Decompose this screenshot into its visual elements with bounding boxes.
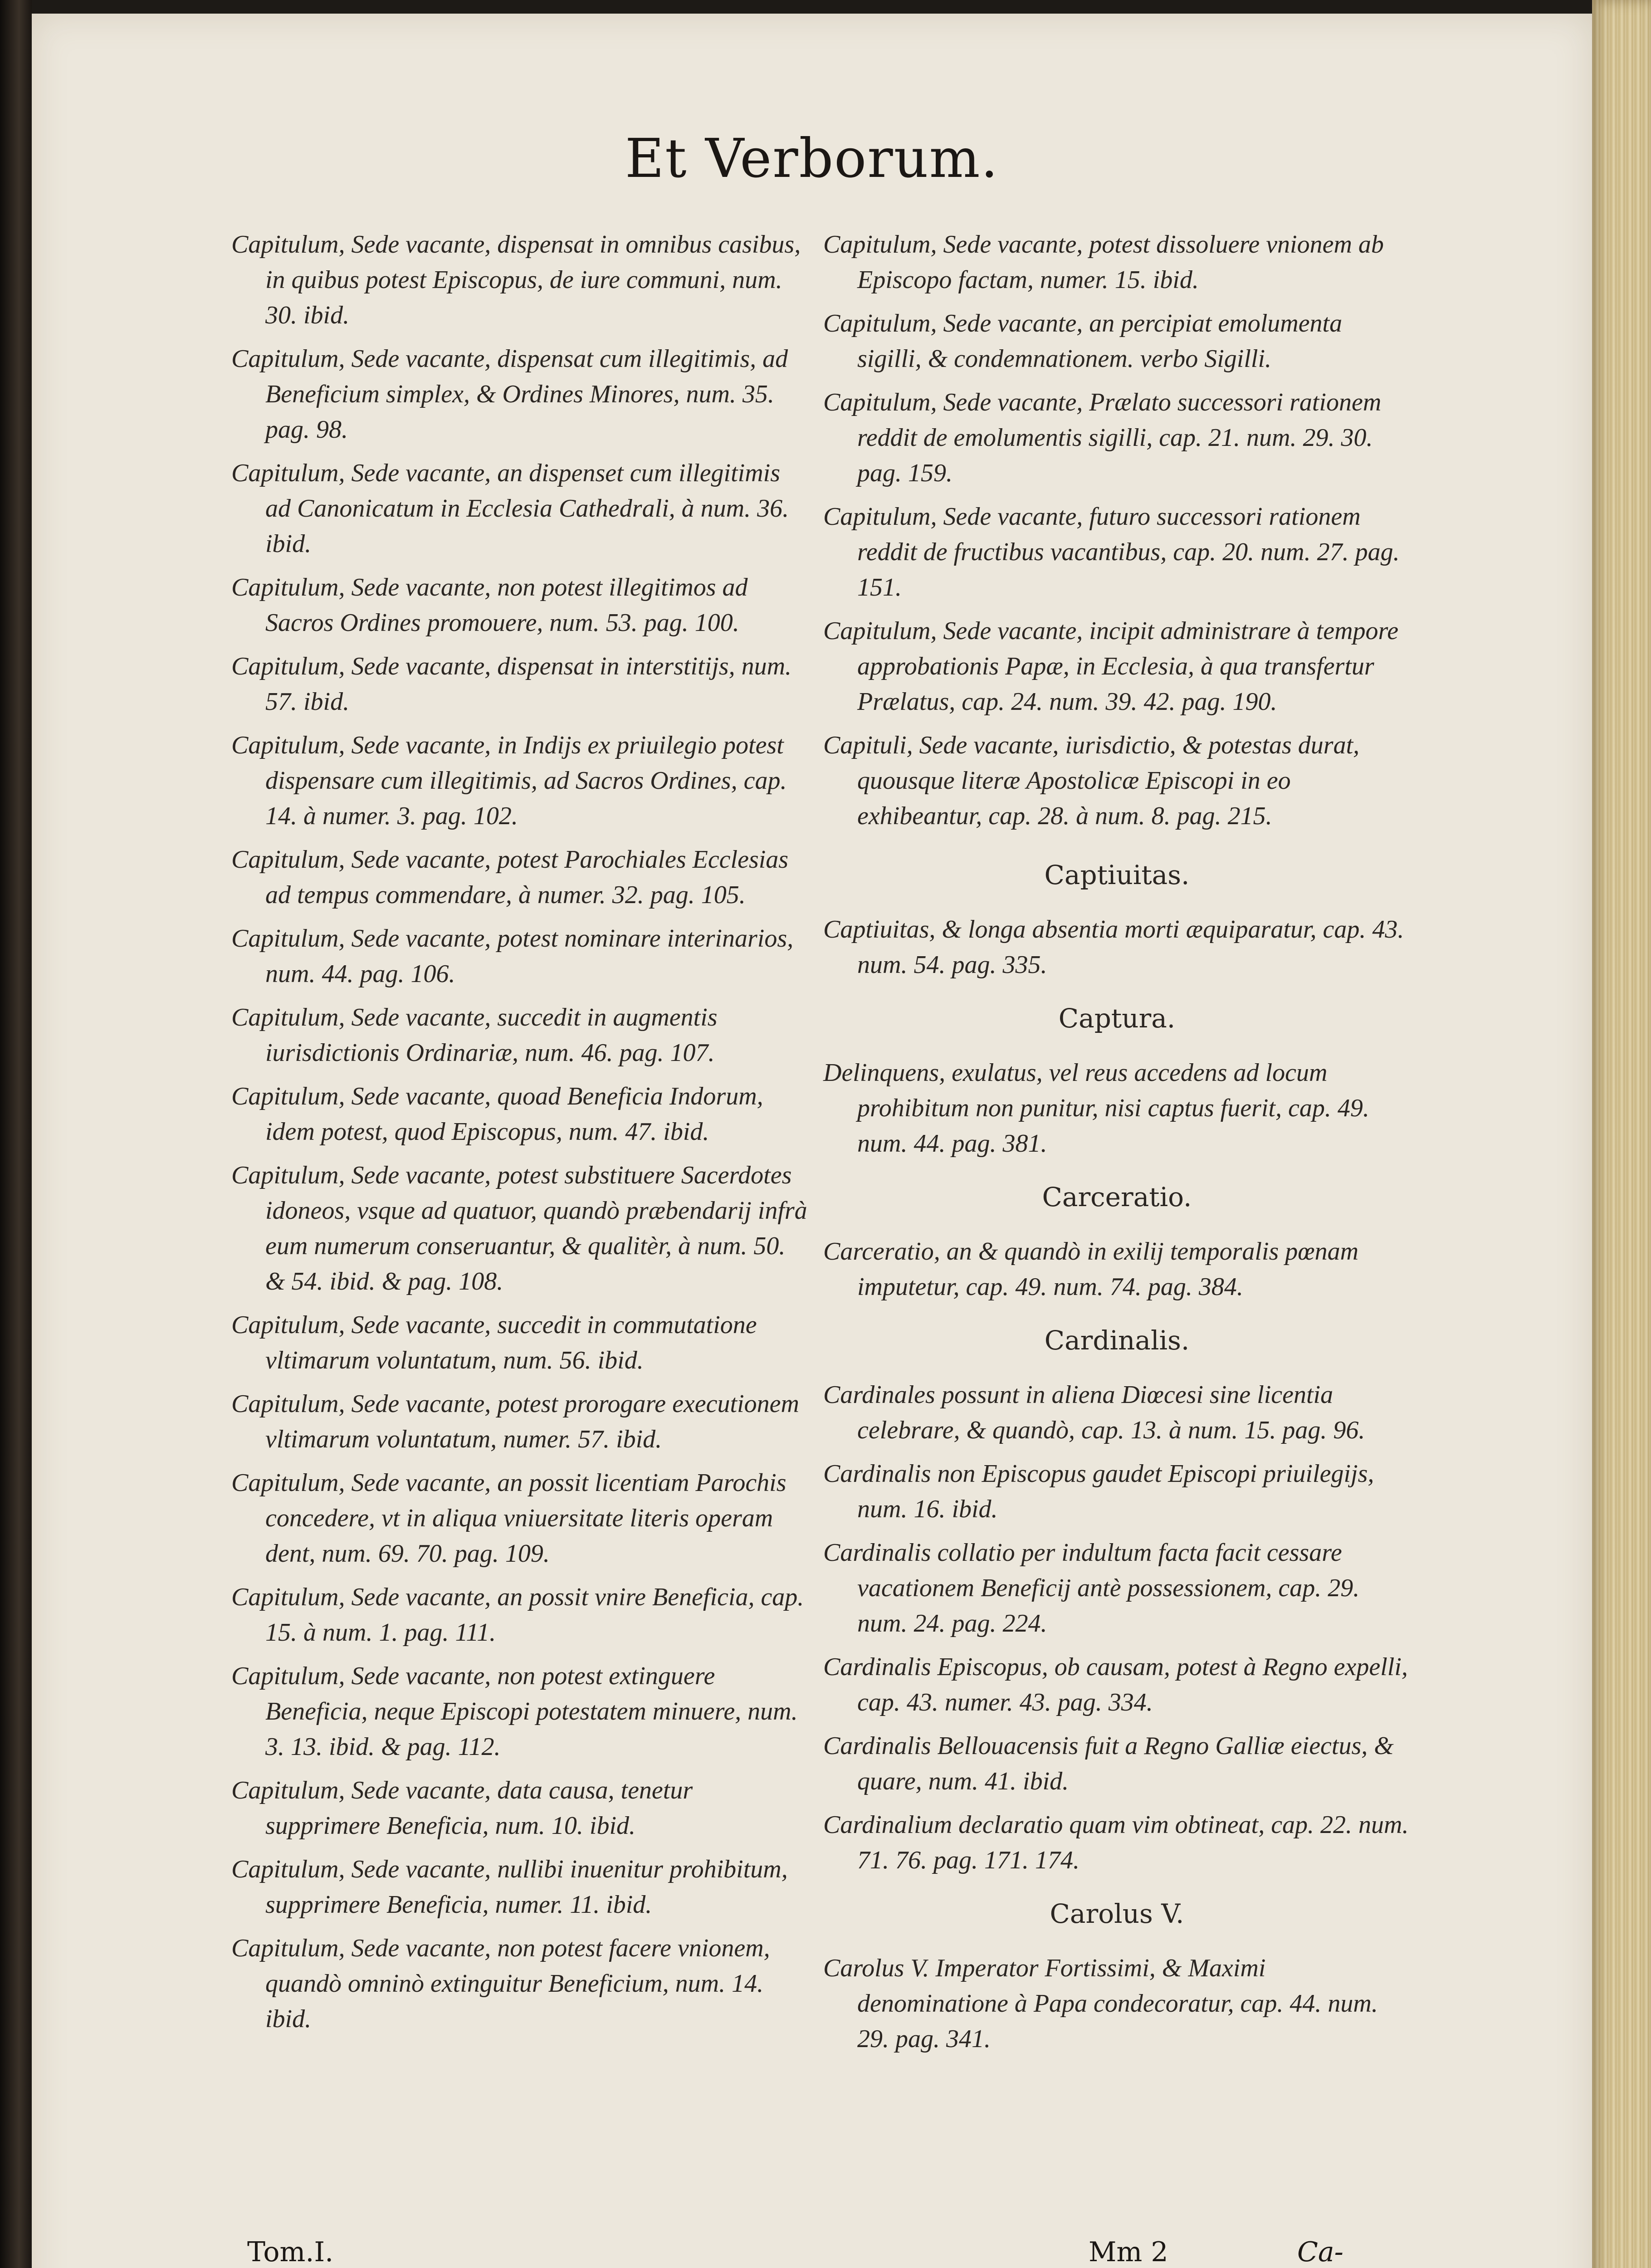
index-entry: Capitulum, Sede vacante, potest Parochiales Ecclesias ad tempus commendare, à numer. 32. pag. 105. — [231, 846, 789, 909]
index-entry: Cardinalium declaratio quam vim obtineat, cap. 22. num. 71. 76. pag. 171. 174. — [823, 1811, 1409, 1874]
index-entry: Carolus V. Imperator Fortissimi, & Maximi denominatione à Papa condecoratur, cap. 44. num. 29. pag. 341. — [823, 1954, 1378, 2053]
volume-mark: Tom.I. — [247, 2236, 334, 2268]
index-entry: Cardinalis collatio per indultum facta facit cessare vacationem Beneficij antè possessionem, cap. 29. num. 24. pag. 224. — [823, 1539, 1360, 1637]
index-entry: Capitulum, Sede vacante, an possit licentiam Parochis concedere, vt in aliqua vniuersitate literis operam dent, num. 69. 70. pag. 109. — [231, 1469, 786, 1568]
index-section-heading: Cardinalis. — [1044, 1325, 1190, 1356]
index-entry: Cardinalis non Episcopus gaudet Episcopi priuilegijs, num. 16. ibid. — [823, 1460, 1374, 1523]
index-entry: Capitulum, Sede vacante, in Indijs ex priuilegio potest dispensare cum illegitimis, ad Sacros Ordines, cap. 14. à numer. 3. pag. 102. — [231, 731, 787, 830]
index-entry: Captiuitas, & longa absentia morti æquiparatur, cap. 43. num. 54. pag. 335. — [823, 915, 1404, 979]
index-entry: Capitulum, Sede vacante, potest prorogare executionem vltimarum voluntatum, numer. 57. ibid. — [231, 1390, 799, 1453]
book-binding-left — [0, 0, 32, 2268]
index-entry: Capitulum, Sede vacante, an dispenset cum illegitimis ad Canonicatum in Ecclesia Cathedrali, à num. 36. ibid. — [231, 459, 789, 558]
running-title: Et Verborum. — [625, 127, 999, 190]
index-column-right — [823, 227, 1411, 2065]
index-section-heading: Captura. — [1058, 1003, 1176, 1034]
index-entry: Capitulum, Sede vacante, potest dissoluere vnionem ab Episcopo factam, numer. 15. ibid. — [823, 230, 1384, 294]
index-entry: Capitulum, Sede vacante, data causa, tenetur supprimere Beneficia, num. 10. ibid. — [231, 1776, 693, 1840]
index-entry: Capitulum, Sede vacante, non potest illegitimos ad Sacros Ordines promouere, num. 53. pag. 100. — [231, 573, 748, 637]
index-entry: Capitulum, Sede vacante, non potest facere vnionem, quandò omninò extinguitur Beneficium, num. 14. ibid. — [231, 1934, 770, 2033]
catchword: Ca- — [1297, 2236, 1343, 2268]
page-edges — [1592, 0, 1651, 2268]
index-section-heading: Captiuitas. — [1044, 860, 1190, 890]
index-entry: Cardinalis Bellouacensis fuit a Regno Galliæ eiectus, & quare, num. 41. ibid. — [823, 1732, 1394, 1795]
index-entry: Capitulum, Sede vacante, succedit in augmentis iurisdictionis Ordinariæ, num. 46. pag. 107. — [231, 1003, 718, 1067]
index-entry: Carceratio, an & quandò in exilij temporalis pœnam imputetur, cap. 49. num. 74. pag. 384. — [823, 1237, 1359, 1301]
index-entry: Capitulum, Sede vacante, potest nominare interinarios, num. 44. pag. 106. — [231, 924, 794, 988]
index-entry: Capitulum, Sede vacante, nullibi inuenitur prohibitum, supprimere Beneficia, numer. 11. ibid. — [231, 1855, 788, 1919]
index-entry: Capitulum, Sede vacante, an percipiat emolumenta sigilli, & condemnationem. verbo Sigilli. — [823, 309, 1343, 373]
index-entry: Cardinales possunt in aliena Diœcesi sine licentia celebrare, & quandò, cap. 13. à num. 15. pag. 96. — [823, 1381, 1365, 1444]
index-entry: Capitulum, Sede vacante, potest substituere Sacerdotes idoneos, vsque ad quatuor, quandò præbendarij infrà eum numerum conseruantur, & qualitèr, à num. 50. & 54. ibid. & pag. 108. — [231, 1161, 807, 1295]
index-section-heading: Carceratio. — [1042, 1182, 1192, 1212]
index-entry: Capitulum, Sede vacante, dispensat in interstitijs, num. 57. ibid. — [231, 652, 792, 716]
index-entry: Capitulum, Sede vacante, incipit administrare à tempore approbationis Papæ, in Ecclesia, à qua transfertur Prælatus, cap. 24. num. 39. 42. pag. 190. — [823, 617, 1399, 716]
index-entry: Capitulum, Sede vacante, dispensat cum illegitimis, ad Beneficium simplex, & Ordines Minores, num. 35. pag. 98. — [231, 345, 788, 444]
index-entry: Capitulum, Sede vacante, futuro successori rationem reddit de fructibus vacantibus, cap. 20. num. 27. pag. 151. — [823, 503, 1400, 601]
index-entry: Capitulum, Sede vacante, quoad Beneficia Indorum, idem potest, quod Episcopus, num. 47. ibid. — [231, 1082, 763, 1146]
index-entry: Capitulum, Sede vacante, Prælato successori rationem reddit de emolumentis sigilli, cap. 21. num. 29. 30. pag. 159. — [823, 388, 1382, 487]
index-section-heading: Carolus V. — [1050, 1898, 1184, 1929]
signature-mark: Mm 2 — [1089, 2236, 1168, 2268]
index-entry: Capitulum, Sede vacante, non potest extinguere Beneficia, neque Episcopi potestatem minuere, num. 3. 13. ibid. & pag. 112. — [231, 1662, 798, 1761]
index-entry: Capitulum, Sede vacante, an possit vnire Beneficia, cap. 15. à num. 1. pag. 111. — [231, 1583, 804, 1647]
index-entry: Capitulum, Sede vacante, dispensat in omnibus casibus, in quibus potest Episcopus, de iure communi, num. 30. ibid. — [231, 230, 801, 329]
book-page — [32, 14, 1592, 2268]
index-entry: Capitulum, Sede vacante, succedit in commutatione vltimarum voluntatum, num. 56. ibid. — [231, 1311, 757, 1374]
index-entry: Cardinalis Episcopus, ob causam, potest à Regno expelli, cap. 43. numer. 43. pag. 334. — [823, 1653, 1408, 1716]
index-entry: Capituli, Sede vacante, iurisdictio, & potestas durat, quousque literæ Apostolicæ Episcopi in eo exhibeantur, cap. 28. à num. 8. pag. 215. — [823, 731, 1360, 830]
index-entry: Delinquens, exulatus, vel reus accedens ad locum prohibitum non punitur, nisi captus fuerit, cap. 49. num. 44. pag. 381. — [823, 1059, 1369, 1158]
index-column-left — [231, 227, 807, 2045]
